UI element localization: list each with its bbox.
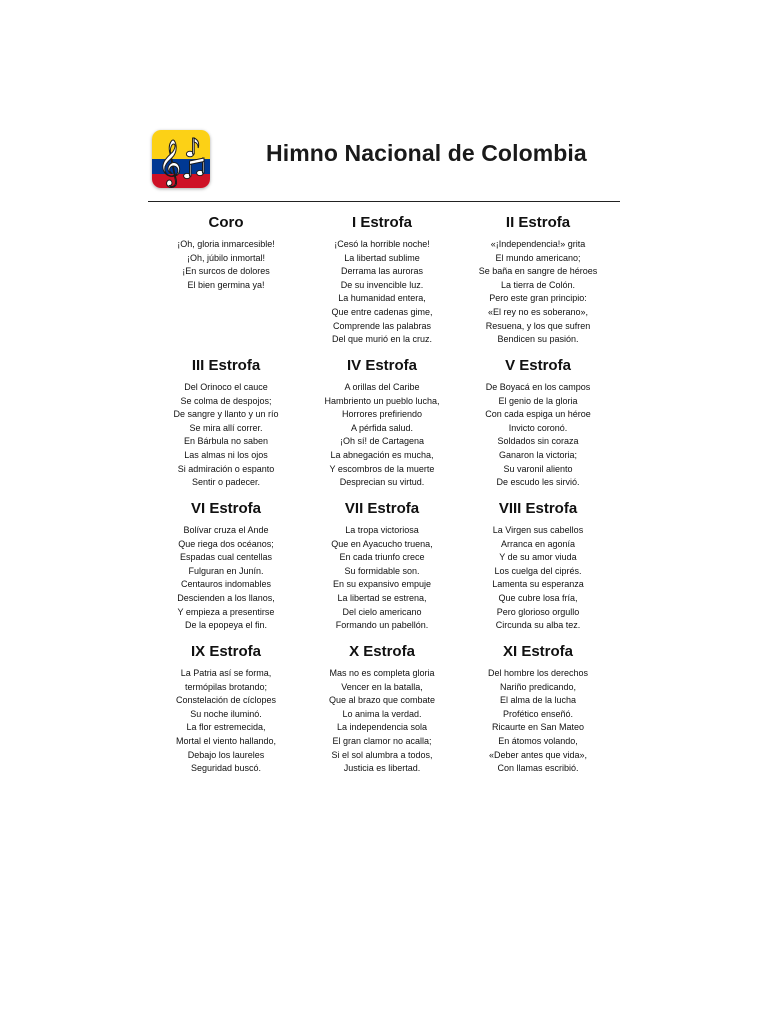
verse-line: Centauros indomables (180, 579, 272, 590)
verse-line: «¡Independencia!» grita (490, 239, 586, 249)
verse-line: Seguridad buscó. (190, 763, 262, 774)
stanza-title: IX Estrofa (190, 643, 262, 660)
verse-line: Su varonil aliento (503, 463, 573, 474)
verse-line: A orillas del Caribe (344, 382, 420, 392)
verse-line: Comprende las palabras (332, 320, 432, 331)
verse-line: Con cada espiga un héroe (485, 409, 591, 420)
verse-line: El mundo americano; (495, 252, 581, 263)
stanza-lines (460, 238, 616, 347)
stanza-title: IV Estrofa (346, 357, 418, 374)
verse-line: Que cubre losa fría, (498, 592, 578, 603)
verse-line: Mas no es completa gloria (329, 668, 435, 678)
verse-line: Justicia es libertad. (343, 763, 421, 774)
stanza-lines (460, 667, 616, 776)
verse-line: Constelación de cíclopes (175, 695, 277, 706)
verse-line: Que en Ayacucho truena, (331, 538, 433, 549)
stanza-title: III Estrofa (191, 357, 261, 374)
verse-line: Se baña en sangre de héroes (478, 266, 598, 277)
stanza-lines (304, 238, 460, 347)
stanza-title: V Estrofa (505, 357, 571, 374)
verse-line: ¡Oh, júbilo inmortal! (186, 252, 266, 263)
stanza-lines (304, 524, 460, 633)
verse-line: Espadas cual centellas (179, 552, 273, 563)
stanza-lines (304, 381, 460, 490)
stanza-ii (460, 213, 616, 356)
stanza-title: XI Estrofa (502, 643, 574, 660)
verse-line: Que al brazo que combate (328, 695, 436, 706)
stanza-title: VIII Estrofa (498, 500, 578, 517)
verse-line: Con llamas escribió. (497, 763, 579, 774)
verse-line: De sangre y llanto y un río (173, 409, 279, 420)
verse-line: La libertad sublime (344, 252, 420, 263)
stanza-title: II Estrofa (505, 214, 571, 231)
verse-line: «El rey no es soberano», (487, 306, 589, 317)
verse-line: ¡Oh, gloria inmarcesible! (177, 239, 275, 249)
verse-line: Horrores prefiriendo (341, 409, 423, 420)
verse-line: Las almas ni los ojos (184, 449, 268, 460)
stanza-iv (304, 356, 460, 499)
stanza-lines (304, 667, 460, 776)
verse-line: Hambriento un pueblo lucha, (324, 395, 440, 406)
verse-line: Resuena, y los que sufren (485, 320, 591, 331)
verse-line: La libertad se estrena, (337, 592, 427, 603)
verse-line: En átomos volando, (498, 735, 578, 746)
stanza-lines (148, 238, 304, 292)
stanza-lines (460, 381, 616, 490)
verse-line: En Bárbula no saben (183, 436, 269, 447)
verse-line: La independencia sola (336, 722, 428, 733)
document-header (0, 0, 768, 205)
verse-line: termópilas brotando; (184, 681, 268, 692)
verse-line: ¡En surcos de dolores (182, 266, 270, 277)
stanza-title: VI Estrofa (190, 500, 262, 517)
verse-line: La Patria así se forma, (180, 668, 272, 678)
verse-line: Y de su amor viuda (499, 552, 577, 563)
verse-line: El bien germina ya! (187, 279, 265, 290)
verse-line: Vencer en la batalla, (341, 681, 423, 692)
stanza-title: X Estrofa (349, 643, 415, 660)
stanza-lines (148, 524, 304, 633)
verse-line: Circunda su alba tez. (495, 620, 581, 631)
stanza-title: VII Estrofa (344, 500, 420, 517)
stanza-iii (148, 356, 304, 499)
verse-line: «Deber antes que vida», (488, 749, 588, 760)
verse-line: Y empieza a presentirse (177, 606, 275, 617)
verse-line: El alma de la lucha (499, 695, 577, 706)
verse-line: Del Orinoco el cauce (184, 382, 268, 392)
verse-line: Fulguran en Junín. (188, 565, 264, 576)
verse-line: La tropa victoriosa (345, 525, 419, 535)
verse-line: Nariño predicando, (499, 681, 577, 692)
verse-line: Los cuelga del ciprés. (494, 565, 582, 576)
verse-line: Del que murió en la cruz. (331, 334, 433, 345)
verse-line: Sentir o padecer. (191, 477, 261, 488)
stanza-lines (148, 667, 304, 776)
verse-line: El gran clamor no acalla; (332, 735, 432, 746)
stanza-x (304, 642, 460, 785)
verse-line: Mortal el viento hallando, (175, 735, 277, 746)
svg-text:𝄞: 𝄞 (158, 140, 182, 186)
verse-line: Profético enseñó. (502, 708, 574, 719)
verse-line: Que riega dos océanos; (178, 538, 274, 549)
stanza-ix (148, 642, 304, 785)
verse-line: Soldados sin coraza (497, 436, 579, 447)
title-divider (148, 201, 620, 202)
verse-line: Descienden a los llanos, (177, 592, 275, 603)
verse-line: Lo anima la verdad. (342, 708, 422, 719)
verse-line: La Virgen sus cabellos (492, 525, 584, 535)
verse-line: Del hombre los derechos (487, 668, 589, 678)
verse-line: Bendicen su pasión. (497, 334, 579, 345)
verse-line: Pero glorioso orgullo (496, 606, 580, 617)
verse-line: Del cielo americano (342, 606, 422, 617)
stanza-vi (148, 499, 304, 642)
stanza-title: Coro (208, 214, 244, 231)
verse-line: Ganaron la victoria; (498, 449, 578, 460)
verse-line: Invicto coronó. (508, 422, 568, 433)
verse-line: En cada triunfo crece (339, 552, 425, 563)
document-title: Himno Nacional de Colombia (266, 140, 587, 166)
verse-line: ¡Cesó la horrible noche! (334, 239, 430, 249)
verse-line: La humanidad entera, (338, 293, 426, 304)
verse-line: De su invencible luz. (340, 279, 424, 290)
stanza-lines (148, 381, 304, 490)
verse-line: El genio de la gloria (498, 395, 578, 406)
verse-line: Arranca en agonía (500, 538, 576, 549)
stanza-i (304, 213, 460, 356)
verse-line: Desprecian su virtud. (339, 477, 425, 488)
verse-line: La abnegación es mucha, (330, 449, 434, 460)
verse-line: De la epopeya el fin. (184, 620, 268, 631)
verse-line: Derrama las auroras (340, 266, 424, 277)
stanza-grid (148, 213, 616, 785)
verse-line: Si el sol alumbra a todos, (331, 749, 433, 760)
music-notes-icon (152, 130, 210, 188)
verse-line: Y escombros de la muerte (329, 463, 435, 474)
verse-line: A pérfida salud. (350, 422, 414, 433)
verse-line: Pero este gran principio: (489, 293, 587, 304)
verse-line: Ricaurte en San Mateo (491, 722, 585, 733)
verse-line: Si admiración o espanto (177, 463, 275, 474)
verse-line: Su formidable son. (344, 565, 420, 576)
stanza-xi (460, 642, 616, 785)
verse-line: Se mira allí correr. (189, 422, 263, 433)
stanza-coro (148, 213, 304, 356)
stanza-viii (460, 499, 616, 642)
verse-line: Debajo los laureles (187, 749, 265, 760)
stanza-title: I Estrofa (351, 214, 412, 231)
verse-line: Bolívar cruza el Ande (183, 525, 269, 535)
verse-line: Formando un pabellón. (335, 620, 429, 631)
verse-line: De escudo les sirvió. (496, 477, 580, 488)
verse-line: Se colma de despojos; (180, 395, 272, 406)
verse-line: ¡Oh sí! de Cartagena (339, 436, 425, 447)
verse-line: Su noche iluminó. (190, 708, 262, 719)
verse-line: Lamenta su esperanza (492, 579, 584, 590)
verse-line: En su expansivo empuje (332, 579, 432, 590)
verse-line: La tierra de Colón. (500, 279, 576, 290)
stanza-lines (460, 524, 616, 633)
stanza-v (460, 356, 616, 499)
verse-line: Que entre cadenas gime, (331, 306, 433, 317)
verse-line: La flor estremecida, (186, 722, 266, 733)
stanza-vii (304, 499, 460, 642)
verse-line: De Boyacá en los campos (485, 382, 591, 392)
